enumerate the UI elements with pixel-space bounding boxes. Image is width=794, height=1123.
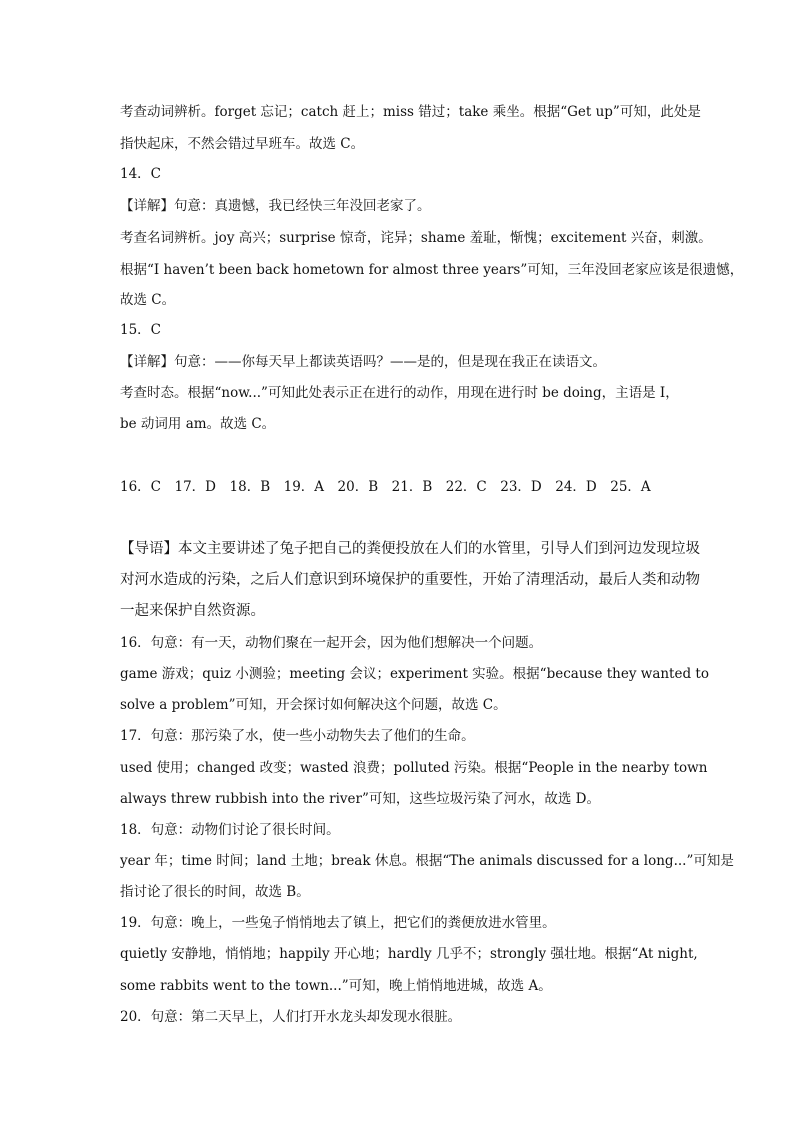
- text-line: solve a problem”可知，开会探讨如何解决这个问题，故选 C。: [120, 697, 507, 713]
- text-line: 考查名词辨析。joy 高兴；surprise 惊奇，诧异；shame 羞耻，惭愧；excitement 兴奋，刺激。: [120, 230, 712, 246]
- text-line: 故选 C。: [120, 292, 176, 308]
- text-line: quietly 安静地，悄悄地；happily 开心地；hardly 几乎不；strongly 强壮地。根据“At night,: [120, 946, 698, 962]
- sentence-meaning: 19．句意：晚上，一些兔子悄悄地去了镇上，把它们的粪便放进水管里。: [120, 915, 556, 931]
- detail-heading: 【详解】句意：真遗憾，我已经快三年没回老家了。: [120, 198, 431, 214]
- text-line: game 游戏；quiz 小测验；meeting 会议；experiment 实验。根据“because they wanted to: [120, 666, 709, 682]
- text-line: 根据“I haven’t been back hometown for almost three years”可知，三年没回老家应该是很遗憾，: [120, 262, 744, 278]
- question-number: 15．C: [120, 322, 162, 338]
- sentence-meaning: 20．句意：第二天早上，人们打开水龙头却发现水很脏。: [120, 1009, 462, 1025]
- sentence-meaning: 16．句意：有一天，动物们聚在一起开会，因为他们想解决一个问题。: [120, 635, 543, 651]
- guide-paragraph-line: 【导语】本文主要讲述了兔子把自己的粪便投放在人们的水管里，引导人们到河边发现垃圾: [120, 541, 700, 557]
- text-line: 考查动词辨析。forget 忘记；catch 赶上；miss 错过；take 乘坐。根据“Get up”可知，此处是: [120, 104, 701, 120]
- sentence-meaning: 18．句意：动物们讨论了很长时间。: [120, 822, 340, 838]
- sentence-meaning: 17．句意：那污染了水，使一些小动物失去了他们的生命。: [120, 728, 475, 744]
- text-line: used 使用；changed 改变；wasted 浪费；polluted 污染。根据“People in the nearby town: [120, 760, 708, 776]
- text-line: 考查时态。根据“now...”可知此处表示正在进行的动作，用现在进行时 be doing，主语是 I，: [120, 385, 679, 401]
- guide-paragraph-line: 对河水造成的污染，之后人们意识到环境保护的重要性，开始了清理活动，最后人类和动物: [120, 572, 700, 588]
- guide-paragraph-line: 一起来保护自然资源。: [120, 603, 265, 619]
- text-line: some rabbits went to the town...”可知，晚上悄悄地进城，故选 A。: [120, 978, 552, 994]
- answer-key-line: 16．C 17．D 18．B 19．A 20．B 21．B 22．C 23．D 24．D 25．A: [120, 479, 651, 495]
- text-line: 指讨论了很长的时间，故选 B。: [120, 884, 310, 900]
- text-line: be 动词用 am。故选 C。: [120, 416, 276, 432]
- text-line: always threw rubbish into the river”可知，这些垃圾污染了河水，故选 D。: [120, 791, 601, 807]
- text-line: 指快起床，不然会错过早班车。故选 C。: [120, 136, 365, 152]
- detail-heading: 【详解】句意：——你每天早上都读英语吗？——是的，但是现在我正在读语文。: [120, 354, 606, 370]
- text-line: year 年；time 时间；land 土地；break 休息。根据“The animals discussed for a long...”可知是: [120, 853, 734, 869]
- question-number: 14．C: [120, 166, 162, 182]
